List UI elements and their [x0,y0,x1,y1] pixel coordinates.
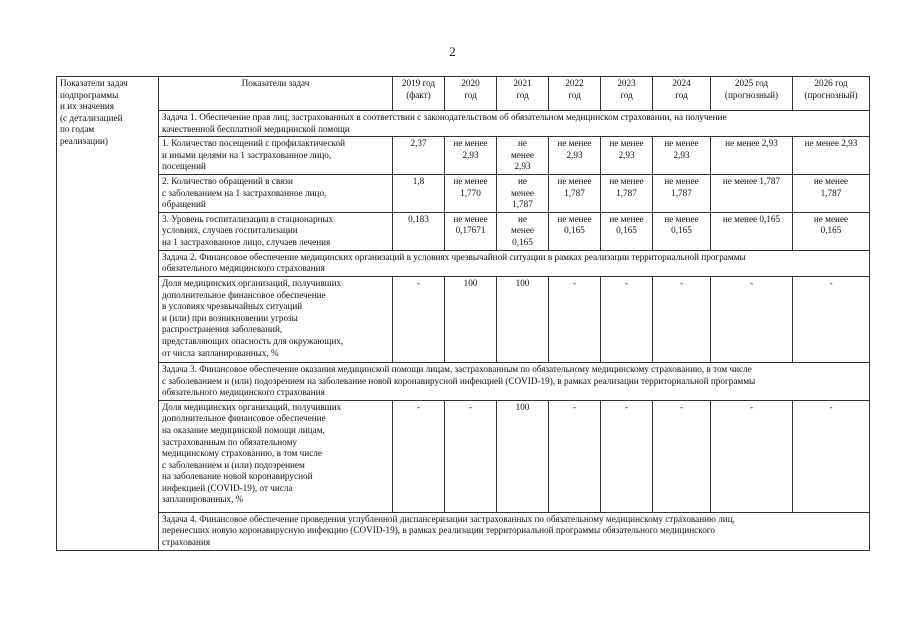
column-header: 2026 год (прогнозный) [793,77,870,111]
table-row [57,212,870,250]
value-cell: не менее 1,787 [549,174,601,212]
value-cell: не менее 1,787 [711,174,793,212]
value-cell: не менее 2,93 [549,137,601,175]
value-cell: не менее 0,17671 [445,212,497,250]
column-header: 2024 год [653,77,711,111]
value-cell: не менее 2,93 [497,137,549,175]
value-cell: не менее 0,165 [793,212,870,250]
value-cell: не менее 1,770 [445,174,497,212]
indicator-label: Доля медицинских организаций, получивших дополнительное финансовое обеспечение в условиях чрезвычайных ситуаций и (или) при возникновении угрозы распространения заболеваний, представляющих опасность для окружающих, от числа запланированных, % [159,276,393,362]
column-header: 2025 год (прогнозный) [711,77,793,111]
value-cell: - [393,276,445,362]
value-cell: не менее 1,787 [497,174,549,212]
value-cell: не менее 0,165 [653,212,711,250]
value-cell: - [711,276,793,362]
value-cell: 100 [497,400,549,512]
task-row [57,111,870,137]
task-row [57,250,870,276]
task-title: Задача 1. Обеспечение прав лиц, застрахованных в соответствии с законодательством об обязательном медицинском страховании, на получение качественной бесплатной медицинской помощи [159,111,870,137]
value-cell: не менее 0,165 [601,212,653,250]
spacer [159,550,870,551]
table-row [57,276,870,362]
value-cell: не менее 1,787 [653,174,711,212]
value-cell: не менее 2,93 [711,137,793,175]
value-cell: 100 [445,276,497,362]
value-cell: - [601,400,653,512]
value-cell: не менее 1,787 [601,174,653,212]
value-cell: 100 [497,276,549,362]
value-cell: 2,37 [393,137,445,175]
value-cell: - [445,400,497,512]
task-row [57,362,870,400]
spacer-row [57,550,870,551]
column-header: Показатели задач [159,77,393,111]
page-number: 2 [449,44,456,59]
value-cell: не менее 2,93 [445,137,497,175]
value-cell: - [793,400,870,512]
value-cell: не менее 0,165 [497,212,549,250]
side-header-cell: Показатели задач подпрограммы и их значения (с детализацией по годам реализации) [57,77,159,551]
value-cell: - [711,400,793,512]
indicator-label: 2. Количество обращений в связи с заболеванием на 1 застрахованное лицо, обращений [159,174,393,212]
task-title: Задача 4. Финансовое обеспечение проведения углубленной диспансеризации застрахованных по обязательному медицинскому страхованию лиц, перенесших новую коронавирусную инфекцию (COVID-19), в рамках реализации территориальной программы обязательного медицинского страхования [159,512,870,550]
column-header: 2020 год [445,77,497,111]
indicator-label: 1. Количество посещений с профилактической и иными целями на 1 застрахованное лицо, посещений [159,137,393,175]
table-row [57,400,870,512]
value-cell: не менее 2,93 [793,137,870,175]
value-cell: - [549,276,601,362]
column-header: 2023 год [601,77,653,111]
indicator-label: Доля медицинских организаций, получивших дополнительное финансовое обеспечение на оказание медицинской помощи лицам, застрахованным по обязательному медицинскому страхованию, в том числе с заболеванием и (или) подозрением на заболевание новой коронавирусной инфекцией (COVID-19), от числа запланированных, % [159,400,393,512]
value-cell: - [393,400,445,512]
value-cell: не менее 0,165 [549,212,601,250]
value-cell: не менее 2,93 [653,137,711,175]
value-cell: 0,183 [393,212,445,250]
value-cell: - [601,276,653,362]
header-row [57,77,870,111]
column-header: 2021 год [497,77,549,111]
value-cell: не менее 0,165 [711,212,793,250]
table-row [57,137,870,175]
column-header: 2022 год [549,77,601,111]
column-header: 2019 год (факт) [393,77,445,111]
value-cell: - [549,400,601,512]
task-title: Задача 2. Финансовое обеспечение медицинских организаций в условиях чрезвычайной ситуации в рамках реализации территориальной программы обязательного медицинского страхования [159,250,870,276]
indicator-label: 3. Уровень госпитализации в стационарных условиях, случаев госпитализации на 1 застрахованное лицо, случаев лечения [159,212,393,250]
table-row [57,174,870,212]
value-cell: не менее 2,93 [601,137,653,175]
value-cell: 1,8 [393,174,445,212]
value-cell: не менее 1,787 [793,174,870,212]
task-title: Задача 3. Финансовое обеспечение оказания медицинской помощи лицам, застрахованным по обязательному медицинскому страхованию, в том числе с заболеванием и (или) подозрением на заболевание новой коронавирусной инфекцией (COVID-19), в рамках реализации территориальной программы обязательного медицинского страхования [159,362,870,400]
value-cell: - [653,276,711,362]
indicators-table [56,76,870,551]
task-row [57,512,870,550]
value-cell: - [793,276,870,362]
value-cell: - [653,400,711,512]
